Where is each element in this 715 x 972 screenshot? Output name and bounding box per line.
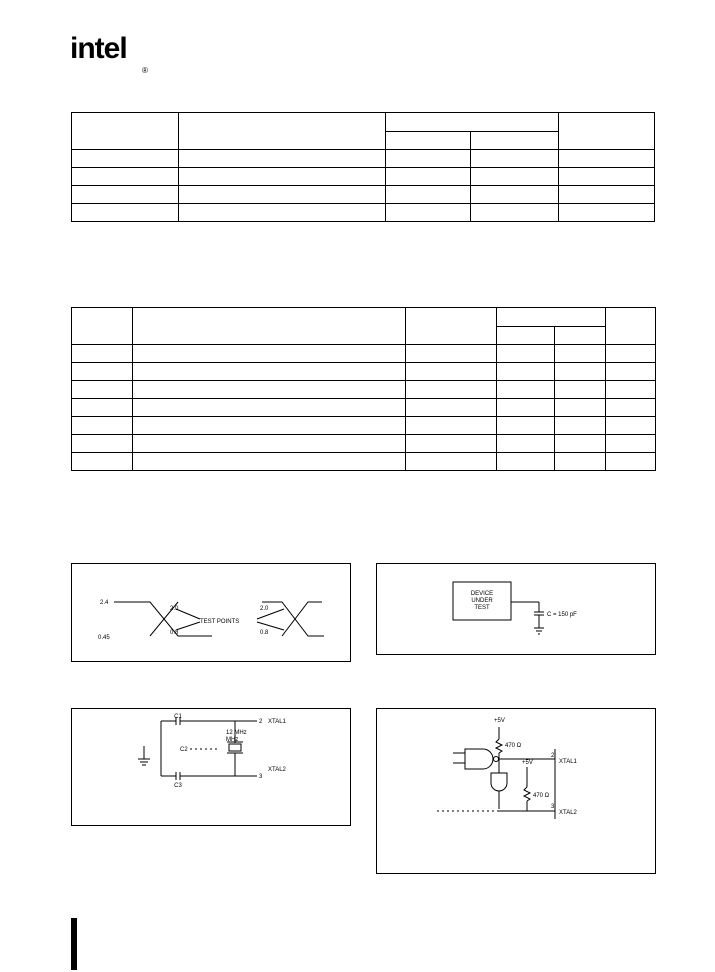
table-cell bbox=[555, 326, 606, 345]
table-cell bbox=[133, 435, 406, 453]
table-cell bbox=[386, 186, 471, 204]
table-cell bbox=[72, 150, 179, 168]
table-cell bbox=[555, 435, 606, 453]
spec-table-1 bbox=[71, 112, 655, 222]
buffer-gate-icon bbox=[491, 773, 507, 791]
output-waveform bbox=[262, 602, 324, 636]
out-high-label: 2.0 bbox=[260, 606, 269, 612]
table-cell bbox=[179, 150, 386, 168]
xtal2-label: XTAL2 bbox=[268, 767, 286, 773]
dut-line-1: DEVICE bbox=[470, 591, 494, 597]
table-cell bbox=[72, 308, 133, 345]
out-low-label: 0.8 bbox=[260, 630, 269, 636]
xtal1-label: XTAL1 bbox=[268, 719, 286, 725]
table-cell bbox=[133, 417, 406, 435]
table-row bbox=[72, 204, 655, 222]
table-cell bbox=[406, 435, 497, 453]
crystal-diagram bbox=[72, 709, 350, 825]
table-cell bbox=[555, 417, 606, 435]
table-cell bbox=[559, 186, 655, 204]
table-cell bbox=[606, 381, 656, 399]
table-cell bbox=[497, 308, 606, 327]
table-cell bbox=[179, 113, 386, 150]
table-cell bbox=[406, 453, 497, 471]
input-waveform bbox=[114, 602, 212, 636]
waveform-diagram bbox=[72, 564, 350, 661]
table-cell bbox=[606, 308, 656, 345]
table-cell bbox=[72, 168, 179, 186]
table-cell bbox=[386, 150, 471, 168]
xtal2-label: XTAL2 bbox=[559, 810, 577, 816]
spec-table-2 bbox=[71, 307, 656, 471]
table-cell bbox=[386, 204, 471, 222]
table-header-row bbox=[72, 308, 656, 327]
table-cell bbox=[471, 186, 559, 204]
waveform-figure bbox=[71, 563, 351, 662]
table-cell bbox=[606, 417, 656, 435]
c3-label: C3 bbox=[174, 783, 182, 789]
table-cell bbox=[606, 435, 656, 453]
table-cell bbox=[497, 326, 555, 345]
table-cell bbox=[72, 113, 179, 150]
v-high-label: 2.4 bbox=[100, 600, 109, 606]
table-cell bbox=[133, 453, 406, 471]
table-cell bbox=[72, 204, 179, 222]
table-cell bbox=[386, 113, 559, 132]
table-cell bbox=[72, 186, 179, 204]
table-cell bbox=[179, 204, 386, 222]
table-cell bbox=[386, 168, 471, 186]
table-cell bbox=[555, 453, 606, 471]
crystal-icon bbox=[229, 744, 241, 751]
table-cell bbox=[497, 435, 555, 453]
table-cell bbox=[133, 345, 406, 363]
table-cell bbox=[179, 168, 386, 186]
output-crossover bbox=[282, 602, 322, 636]
c1-label: C1 bbox=[174, 714, 182, 720]
table-cell bbox=[133, 399, 406, 417]
table-row bbox=[72, 381, 656, 399]
table-cell bbox=[72, 417, 133, 435]
test-load-figure bbox=[376, 563, 656, 655]
table-cell bbox=[555, 399, 606, 417]
table-row bbox=[72, 417, 656, 435]
test-load-diagram bbox=[377, 564, 655, 654]
cap-label: C = 150 pF bbox=[547, 612, 577, 618]
table-cell bbox=[72, 381, 133, 399]
table-cell bbox=[72, 363, 133, 381]
table-cell bbox=[497, 417, 555, 435]
table-cell bbox=[406, 363, 497, 381]
vcc1-label: +5V bbox=[494, 718, 505, 724]
table-cell bbox=[559, 150, 655, 168]
table-row bbox=[72, 363, 656, 381]
table-row bbox=[72, 150, 655, 168]
table-cell bbox=[497, 399, 555, 417]
pin3-label: 3 bbox=[551, 804, 555, 810]
c2-label: C2 bbox=[180, 747, 188, 753]
v-low-label: 0.45 bbox=[98, 635, 110, 641]
clock-drive-figure bbox=[376, 708, 656, 874]
table-header-row bbox=[72, 113, 655, 132]
table-cell bbox=[471, 131, 559, 150]
dut-line-3: TEST bbox=[474, 605, 490, 611]
table-cell bbox=[471, 150, 559, 168]
r2-label: 470 Ω bbox=[533, 793, 550, 799]
logo-text: intel bbox=[70, 32, 127, 65]
table-cell bbox=[555, 381, 606, 399]
crystal-figure bbox=[71, 708, 351, 826]
xtal-freq-line-2: MHz bbox=[226, 737, 239, 743]
table-cell bbox=[555, 345, 606, 363]
table-cell bbox=[133, 308, 406, 345]
table-cell bbox=[559, 113, 655, 150]
table-row bbox=[72, 435, 656, 453]
pin2-label: 2 bbox=[551, 753, 555, 759]
table-cell bbox=[386, 131, 471, 150]
pin2-label: 2 bbox=[259, 719, 263, 725]
table-cell bbox=[497, 381, 555, 399]
table-cell bbox=[559, 168, 655, 186]
table-cell bbox=[471, 204, 559, 222]
table-row bbox=[72, 453, 656, 471]
table-cell bbox=[606, 363, 656, 381]
table-cell bbox=[406, 417, 497, 435]
table-cell bbox=[72, 453, 133, 471]
xtal-freq-line-1: 12 MHz bbox=[226, 730, 247, 736]
table-cell bbox=[406, 381, 497, 399]
table-cell bbox=[497, 345, 555, 363]
table-cell bbox=[179, 186, 386, 204]
table-cell bbox=[497, 453, 555, 471]
table-cell bbox=[406, 345, 497, 363]
table-cell bbox=[72, 435, 133, 453]
table-cell bbox=[606, 453, 656, 471]
dut-line-2: UNDER bbox=[471, 598, 493, 604]
table-cell bbox=[559, 204, 655, 222]
table-cell bbox=[133, 381, 406, 399]
table-cell bbox=[606, 399, 656, 417]
table-cell bbox=[133, 363, 406, 381]
table-cell bbox=[72, 345, 133, 363]
table-cell bbox=[471, 168, 559, 186]
table-row bbox=[72, 345, 656, 363]
in-low-label: 0.8 bbox=[170, 630, 179, 636]
pin3-label: 3 bbox=[259, 774, 263, 780]
table-cell bbox=[497, 363, 555, 381]
test-points-label: TEST POINTS bbox=[200, 619, 240, 625]
nand-gate-icon bbox=[465, 749, 493, 769]
r1-label: 470 Ω bbox=[505, 743, 522, 749]
revision-bar bbox=[71, 918, 77, 970]
table-cell bbox=[406, 399, 497, 417]
xtal1-label: XTAL1 bbox=[559, 759, 577, 765]
resistor-icon bbox=[496, 739, 502, 753]
clock-drive-diagram bbox=[377, 709, 655, 873]
table-cell bbox=[72, 399, 133, 417]
table-cell bbox=[555, 363, 606, 381]
table-cell bbox=[406, 308, 497, 345]
in-high-label: 2.0 bbox=[170, 606, 179, 612]
intel-logo bbox=[70, 32, 148, 75]
registered-mark: ® bbox=[142, 66, 148, 75]
vcc2-label: +5V bbox=[522, 760, 533, 766]
table-cell bbox=[606, 345, 656, 363]
table-row bbox=[72, 186, 655, 204]
table-row bbox=[72, 168, 655, 186]
table-row bbox=[72, 399, 656, 417]
